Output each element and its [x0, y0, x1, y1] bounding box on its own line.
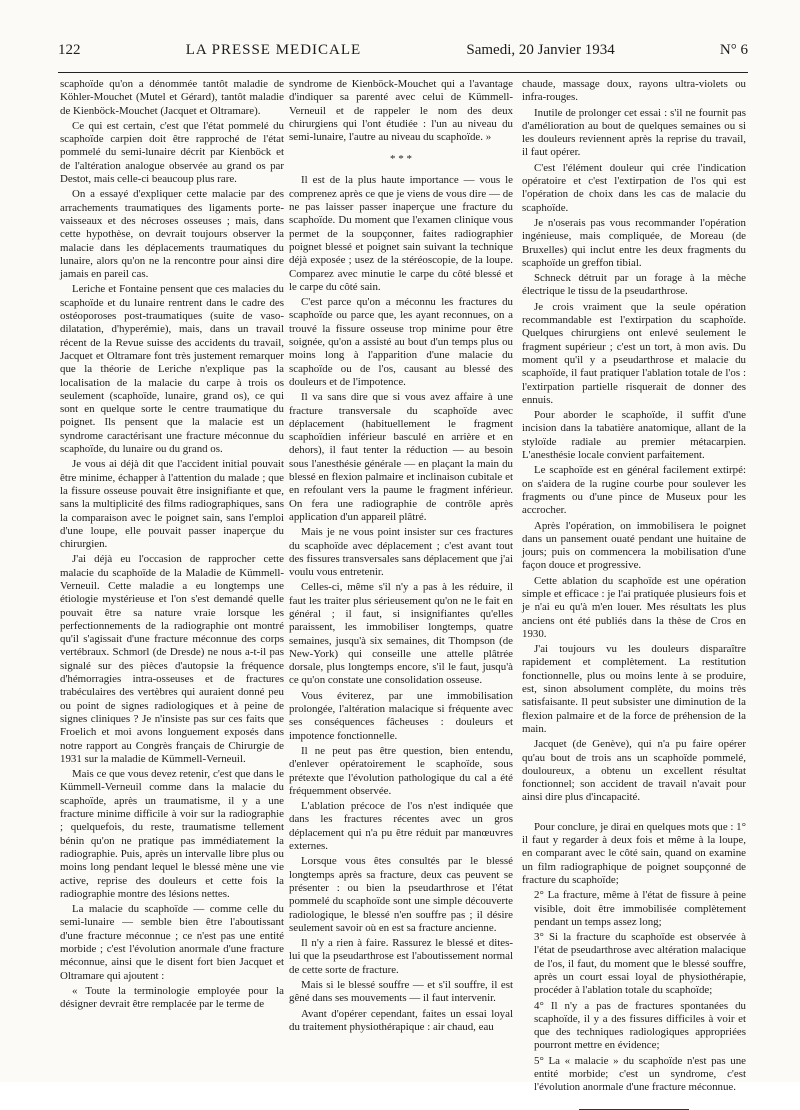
column-right — [522, 78, 746, 1110]
paragraph: chaude, massage doux, rayons ultra-violets ou infra-rouges. — [522, 78, 746, 104]
conclusion-item: 4° Il n'y a pas de fractures spontanées du scaphoïde, il y a des fissures difficiles à voir et que des techniques radiologiques appropriées pourront mettre en évidence; — [534, 999, 746, 1052]
paragraph: Je vous ai déjà dit que l'accident initial pouvait être minime, échapper à l'attention du malade ; que la fissure osseuse pouvait être insignifiante et que, sans la multiplicité des films radiographiques, sans la comparaison avec le poignet sain, sans l'emploi d'une loupe, elle pouvait passer inaperçue du chirurgien. — [60, 458, 284, 551]
paragraph: L'ablation précoce de l'os n'est indiquée que dans les fractures récentes avec un gros déplacement qui n'a pu être réduit par manœuvres externes. — [289, 800, 513, 853]
page-number: 122 — [58, 42, 81, 58]
issue-date: Samedi, 20 Janvier 1934 — [466, 42, 615, 58]
paragraph: Je n'oserais pas vous recommander l'opération ingénieuse, mais compliquée, de Moreau (de Bruxelles) qui inclut entre les deux fragments du scaphoïde un greffon tibial. — [522, 216, 746, 269]
paragraph: Mais ce que vous devez retenir, c'est que dans le Kümmell-Verneuil comme dans la malacie du scaphoïde, après un traumatisme, il y a une fracture minime difficile à voir sur la radiographie ; quelquefois, du reste, traumatisme tellement bénin qu'on ne pratique pas immédiatement la radiographie. Puis, après un intervalle libre plus ou moins long pendant lequel le blessé mène une vie active, reprise des douleurs et cette fois la radiographie montre des lésions nettes. — [60, 768, 284, 900]
paragraph: Mais si le blessé souffre — et s'il souffre, il est gêné dans ses mouvements — il faut intervenir. — [289, 979, 513, 1005]
paragraph: Avant d'opérer cependant, faites un essai loyal du traitement physiothérapique : air chaud, eau — [289, 1007, 513, 1033]
paragraph: J'ai toujours vu les douleurs disparaître rapidement et complètement. La restitution fonctionnelle, plus ou moins lente à se produire, est, sinon absolument complète, du moins très satisfaisante. Il peut subsister une diminution de la flexion palmaire et de la force de préhension de la main. — [522, 643, 746, 735]
paragraph: On a essayé d'expliquer cette malacie par des arrachements traumatiques des ligaments porte-vaisseaux et des nécroses osseuses ; mais, dans cette hypothèse, on devrait toujours observer la malacie dans les déplacements traumatiques du lunaire, alors qu'on ne la rencontre pour ainsi dire jamais en pareil cas. — [60, 188, 284, 281]
paragraph: Celles-ci, même s'il n'y a pas à les réduire, il faut les traiter plus sérieusement qu'on ne le fait en général ; il faut, si insignifiantes qu'elles paraissent, les immobiliser longtemps, quatre semaines, jusqu'à six semaines, dit Thompson (de New-York) qui conseille une attelle plâtrée dorsale, plus longtemps encore, s'il le faut, jusqu'à ce qu'on constate une consolidation osseuse. — [289, 581, 513, 687]
paragraph: Schneck détruit par un forage à la mèche électrique le tissu de la pseudarthrose. — [522, 272, 746, 298]
paragraph: Vous éviterez, par une immobilisation prolongée, l'altération malacique si fréquente avec ses conséquences fâcheuses : douleurs et impotence fonctionnelle. — [289, 689, 513, 742]
paragraph: C'est parce qu'on a méconnu les fractures du scaphoïde ou parce que, les ayant reconnues, on a trouvé la fissure osseuse trop minime pour être soignée, qu'on a assisté au bout d'un temps plus ou moins long à l'apparition d'une malacie du scaphoïde ou de l'os, causant au blessé des douleurs et de l'impotence. — [289, 296, 513, 388]
paragraph: Jacquet (de Genève), qui n'a pu faire opérer qu'au bout de trois ans un scaphoïde pommelé, douloureux, a obtenu un excellent résultat fonctionnel; son accident de travail n'avait pour ainsi dire plus d'incapacité. — [522, 738, 746, 804]
paragraph: Leriche et Fontaine pensent que ces malacies du scaphoïde et du lunaire rentrent dans le cadre des ostéoporoses post-traumatiques (suite de vaso-dilatation, d'hyperémie), mais, dans un travail récent de la Revue suisse des accidents du travail, Jacquet et Oltramare font très justement remarquer que la théorie de Leriche n'explique pas la localisation de la malacie du carpe à trois os seulement (scaphoïde, lunaire, grand os), ce qui sont en quelque sorte le centre traumatique du poignet. Ils pensent que la malacie est un syndrome caractérisant une fracture méconnue du scaphoïde, du lunaire ou du grand os. — [60, 283, 284, 456]
paragraph: scaphoïde qu'on a dénommée tantôt maladie de Köhler-Mouchet (Mutel et Gérard), tantôt maladie de Kienböck-Mouchet (Jacquet et Oltramare). — [60, 78, 284, 117]
paragraph: Mais je ne vous point insister sur ces fractures du scaphoïde avec déplacement ; c'est avant tout des fissures transversales sans déplacement que j'ai voulu vous entretenir. — [289, 526, 513, 579]
paragraph: C'est l'élément douleur qui crée l'indication opératoire et c'est l'extirpation de l'os qui est l'opération de choix dans les cas de malacie du scaphoïde. — [522, 161, 746, 214]
paragraph: J'ai déjà eu l'occasion de rapprocher cette malacie du scaphoïde de la Maladie de Kümmell-Verneuil. Cette maladie a eu longtemps une étiologie mystérieuse et l'on s'est demandé quelle pouvait être sa nature vraie lorsque les perfectionnements de la radiographie ont montré qu'il s'agissait d'une fracture méconnue des corps vertébraux. Schmorl (de Dresde) ne nous a-t-il pas signalé sur des pièces d'autopsie la fréquence d'hémorragies intra-osseuses et de fractures trabéculaires des vertèbres qui auraient donné peu ou point de signes radiologiques et à peine de signes cliniques ? Je n'insiste pas sur ces faits que Froelich et moi avons longuement exposés dans notre rapport au Congrès français de Chirurgie de 1931 sur la maladie de Kümmell-Verneuil. — [60, 553, 284, 765]
paragraph: Je crois vraiment que la seule opération recommandable est l'extirpation du scaphoïde. Quelques chirurgiens ont enlevé seulement le fragment supérieur ; c'est un tort, à mon avis. Du moment qu'il y a pseudarthrose et malacie du scaphoïde, il faut pratiquer l'ablation totale de l'os : l'extirpation partielle risquerait de donner des ennuis. — [522, 300, 746, 406]
conclusion-item: 5° La « malacie » du scaphoïde n'est pas une entité morbide; c'est un syndrome, c'est l'évolution anormale d'une fracture méconnue. — [534, 1054, 746, 1094]
paragraph: Inutile de prolonger cet essai : s'il ne fournit pas d'amélioration au bout de quelques semaines ou si les douleurs reviennent après la reprise du travail, il faut opérer. — [522, 106, 746, 159]
column-left — [60, 78, 284, 1013]
paragraph: Lorsque vous êtes consultés par le blessé longtemps après sa fracture, deux cas peuvent se présenter : ou bien la pseudarthrose et l'état pommelé du scaphoïde sont une simple découverte radiologique, le blessé n'en souffre pas ; il désire seulement savoir où en est sa fracture ancienne. — [289, 855, 513, 934]
paragraph: Il ne peut pas être question, bien entendu, d'enlever opératoirement le scaphoïde, sous prétexte que l'évolution pathologique du cal a été fréquemment observée. — [289, 744, 513, 797]
paragraph: Il va sans dire que si vous avez affaire à une fracture transversale du scaphoïde avec déplacement (habituellement le fragment scaphoïdien inférieur basculé en arrière et en dehors), il faut tenter la réduction — au besoin sous l'anesthésie générale — en plaçant la main du blessé en flexion palmaire et inclinaison cubitale et en refoulant vers la paume le fragment inférieur. On fera une radiographie de contrôle après application d'un appareil plâtré. — [289, 391, 513, 523]
conclusion-item: 3° Si la fracture du scaphoïde est observée à l'état de pseudarthrose avec altération malacique de l'os, il faut, du moment que le blessé souffre, après un court essai loyal de physiothérapie, procéder à l'ablation totale du scaphoïde; — [534, 931, 746, 997]
conclusion-item: 2° La fracture, même à l'état de fissure à peine visible, doit être immobilisée complètement pendant un temps assez long; — [534, 889, 746, 928]
paragraph: Cette ablation du scaphoïde est une opération simple et efficace : je l'ai pratiquée plusieurs fois et je n'ai eu qu'à m'en louer. Mes résultats les plus anciens ont été publiés dans la thèse de Cros en 1930. — [522, 574, 746, 640]
publication-title: LA PRESSE MEDICALE — [185, 42, 362, 58]
paragraph: Pour aborder le scaphoïde, il suffit d'une incision dans la tabatière anatomique, allant de la styloïde radiale au premier métacarpien. L'anesthésie locale convient parfaitement. — [522, 409, 746, 462]
issue-number: N° 6 — [719, 42, 748, 58]
conclusion-paragraph: Pour conclure, je dirai en quelques mots que : 1° il faut y regarder à deux fois et même à la loupe, en comparant avec le côté sain, quand on examine un film radiographique de poignet soupçonné de fracture du scaphoïde; — [522, 820, 746, 886]
paragraph: Il n'y a rien à faire. Rassurez le blessé et dites-lui que la pseudarthrose est l'aboutissement normal de cette sorte de fracture. — [289, 937, 513, 976]
paragraph: Il est de la plus haute importance — vous le comprenez après ce que je viens de vous dire — de ne pas laisser passer inaperçue une fracture du scaphoïde. Du moment que l'examen clinique vous permet de la soupçonner, faites radiographier poignet blessé et poignet sain suivant la technique déjà exposée ; usez de la stéréoscopie, de la loupe. Comparez avec minutie le carpe du côté blessé et le carpe du côté sain. — [289, 174, 513, 293]
paragraph: La malacie du scaphoïde — comme celle du semi-lunaire — semble bien être l'aboutissant d'une fracture méconnue ; ce n'est pas une entité morbide ; c'est l'évolution anormale d'une fracture méconnue, ainsi que le disent fort bien Jacquet et Oltramare qui ajoutent : — [60, 903, 284, 982]
page-header — [58, 42, 748, 73]
section-gap — [522, 807, 746, 821]
paragraph: syndrome de Kienböck-Mouchet qui a l'avantage d'indiquer sa parenté avec celui de Kümmell-Verneuil et de rappeler le nom des deux chirurgiens qui l'ont étudiée : l'un au niveau du semi-lunaire, l'autre au niveau du scaphoïde. » — [289, 78, 513, 144]
paragraph: Ce qui est certain, c'est que l'état pommelé du scaphoïde carpien doit être rapproché de l'état pommelé du semi-lunaire décrit par Kienböck et de l'altération analogue observée au grand os par Destot, mais celle-ci beaucoup plus rare. — [60, 119, 284, 186]
paragraph: Le scaphoïde est en général facilement extirpé: on s'aidera de la rugine courbe pour soulever les fragments ou d'une pince de Museux pour les accrocher. — [522, 464, 746, 517]
column-middle — [289, 78, 513, 1036]
section-separator-asterisks: * * * — [390, 153, 412, 166]
paragraph: « Toute la terminologie employée pour la désigner devrait être remplacée par le terme de — [60, 984, 284, 1011]
paragraph: Après l'opération, on immobilisera le poignet dans un pansement ouaté pendant une huitaine de jours; puis on commencera la mobilisation d'une façon douce et progressive. — [522, 519, 746, 572]
